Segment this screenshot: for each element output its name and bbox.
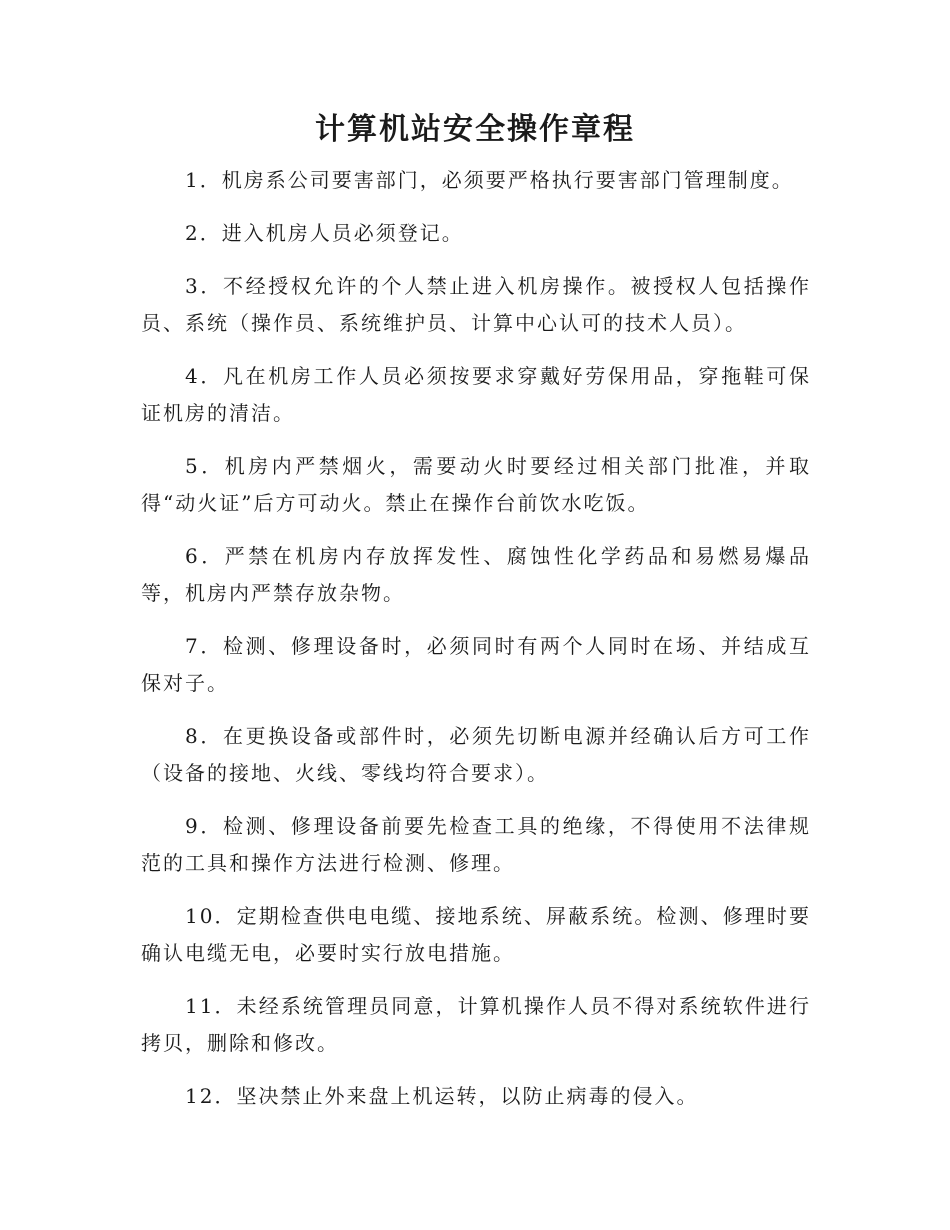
rule-paragraph-11: 11．未经系统管理员同意，计算机操作人员不得对系统软件进行拷贝，删除和修改。: [141, 994, 811, 1055]
rule-paragraph-6: 6．严禁在机房内存放挥发性、腐蚀性化学药品和易燃易爆品等，机房内严禁存放杂物。: [141, 544, 811, 605]
rule-paragraph-10: 10．定期检查供电电缆、接地系统、屏蔽系统。检测、修理时要确认电缆无电，必要时实行放电措施。: [141, 904, 811, 965]
rule-paragraph-2: 2．进入机房人员必须登记。: [185, 221, 464, 245]
rule-paragraph-4: 4．凡在机房工作人员必须按要求穿戴好劳保用品，穿拖鞋可保证机房的清洁。: [141, 364, 811, 425]
rule-paragraph-7: 7．检测、修理设备时，必须同时有两个人同时在场、并结成互保对子。: [141, 634, 811, 695]
document-title: 计算机站安全操作章程: [315, 112, 635, 147]
rule-paragraph-3: 3．不经授权允许的个人禁止进入机房操作。被授权人包括操作员、系统（操作员、系统维护员、计算中心认可的技术人员）。: [141, 274, 811, 335]
document-body: [141, 162, 811, 1131]
rule-paragraph-12: 12．坚决禁止外来盘上机运转，以防止病毒的侵入。: [185, 1084, 699, 1108]
rule-paragraph-1: 1．机房系公司要害部门，必须要严格执行要害部门管理制度。: [185, 168, 794, 192]
rule-paragraph-8: 8．在更换设备或部件时，必须先切断电源并经确认后方可工作（设备的接地、火线、零线均符合要求）。: [141, 724, 811, 785]
rule-paragraph-9: 9．检测、修理设备前要先检查工具的绝缘，不得使用不法律规范的工具和操作方法进行检测、修理。: [141, 814, 811, 875]
rule-paragraph-5: 5．机房内严禁烟火，需要动火时要经过相关部门批准，并取得“动火证”后方可动火。禁止在操作台前饮水吃饭。: [141, 454, 811, 515]
